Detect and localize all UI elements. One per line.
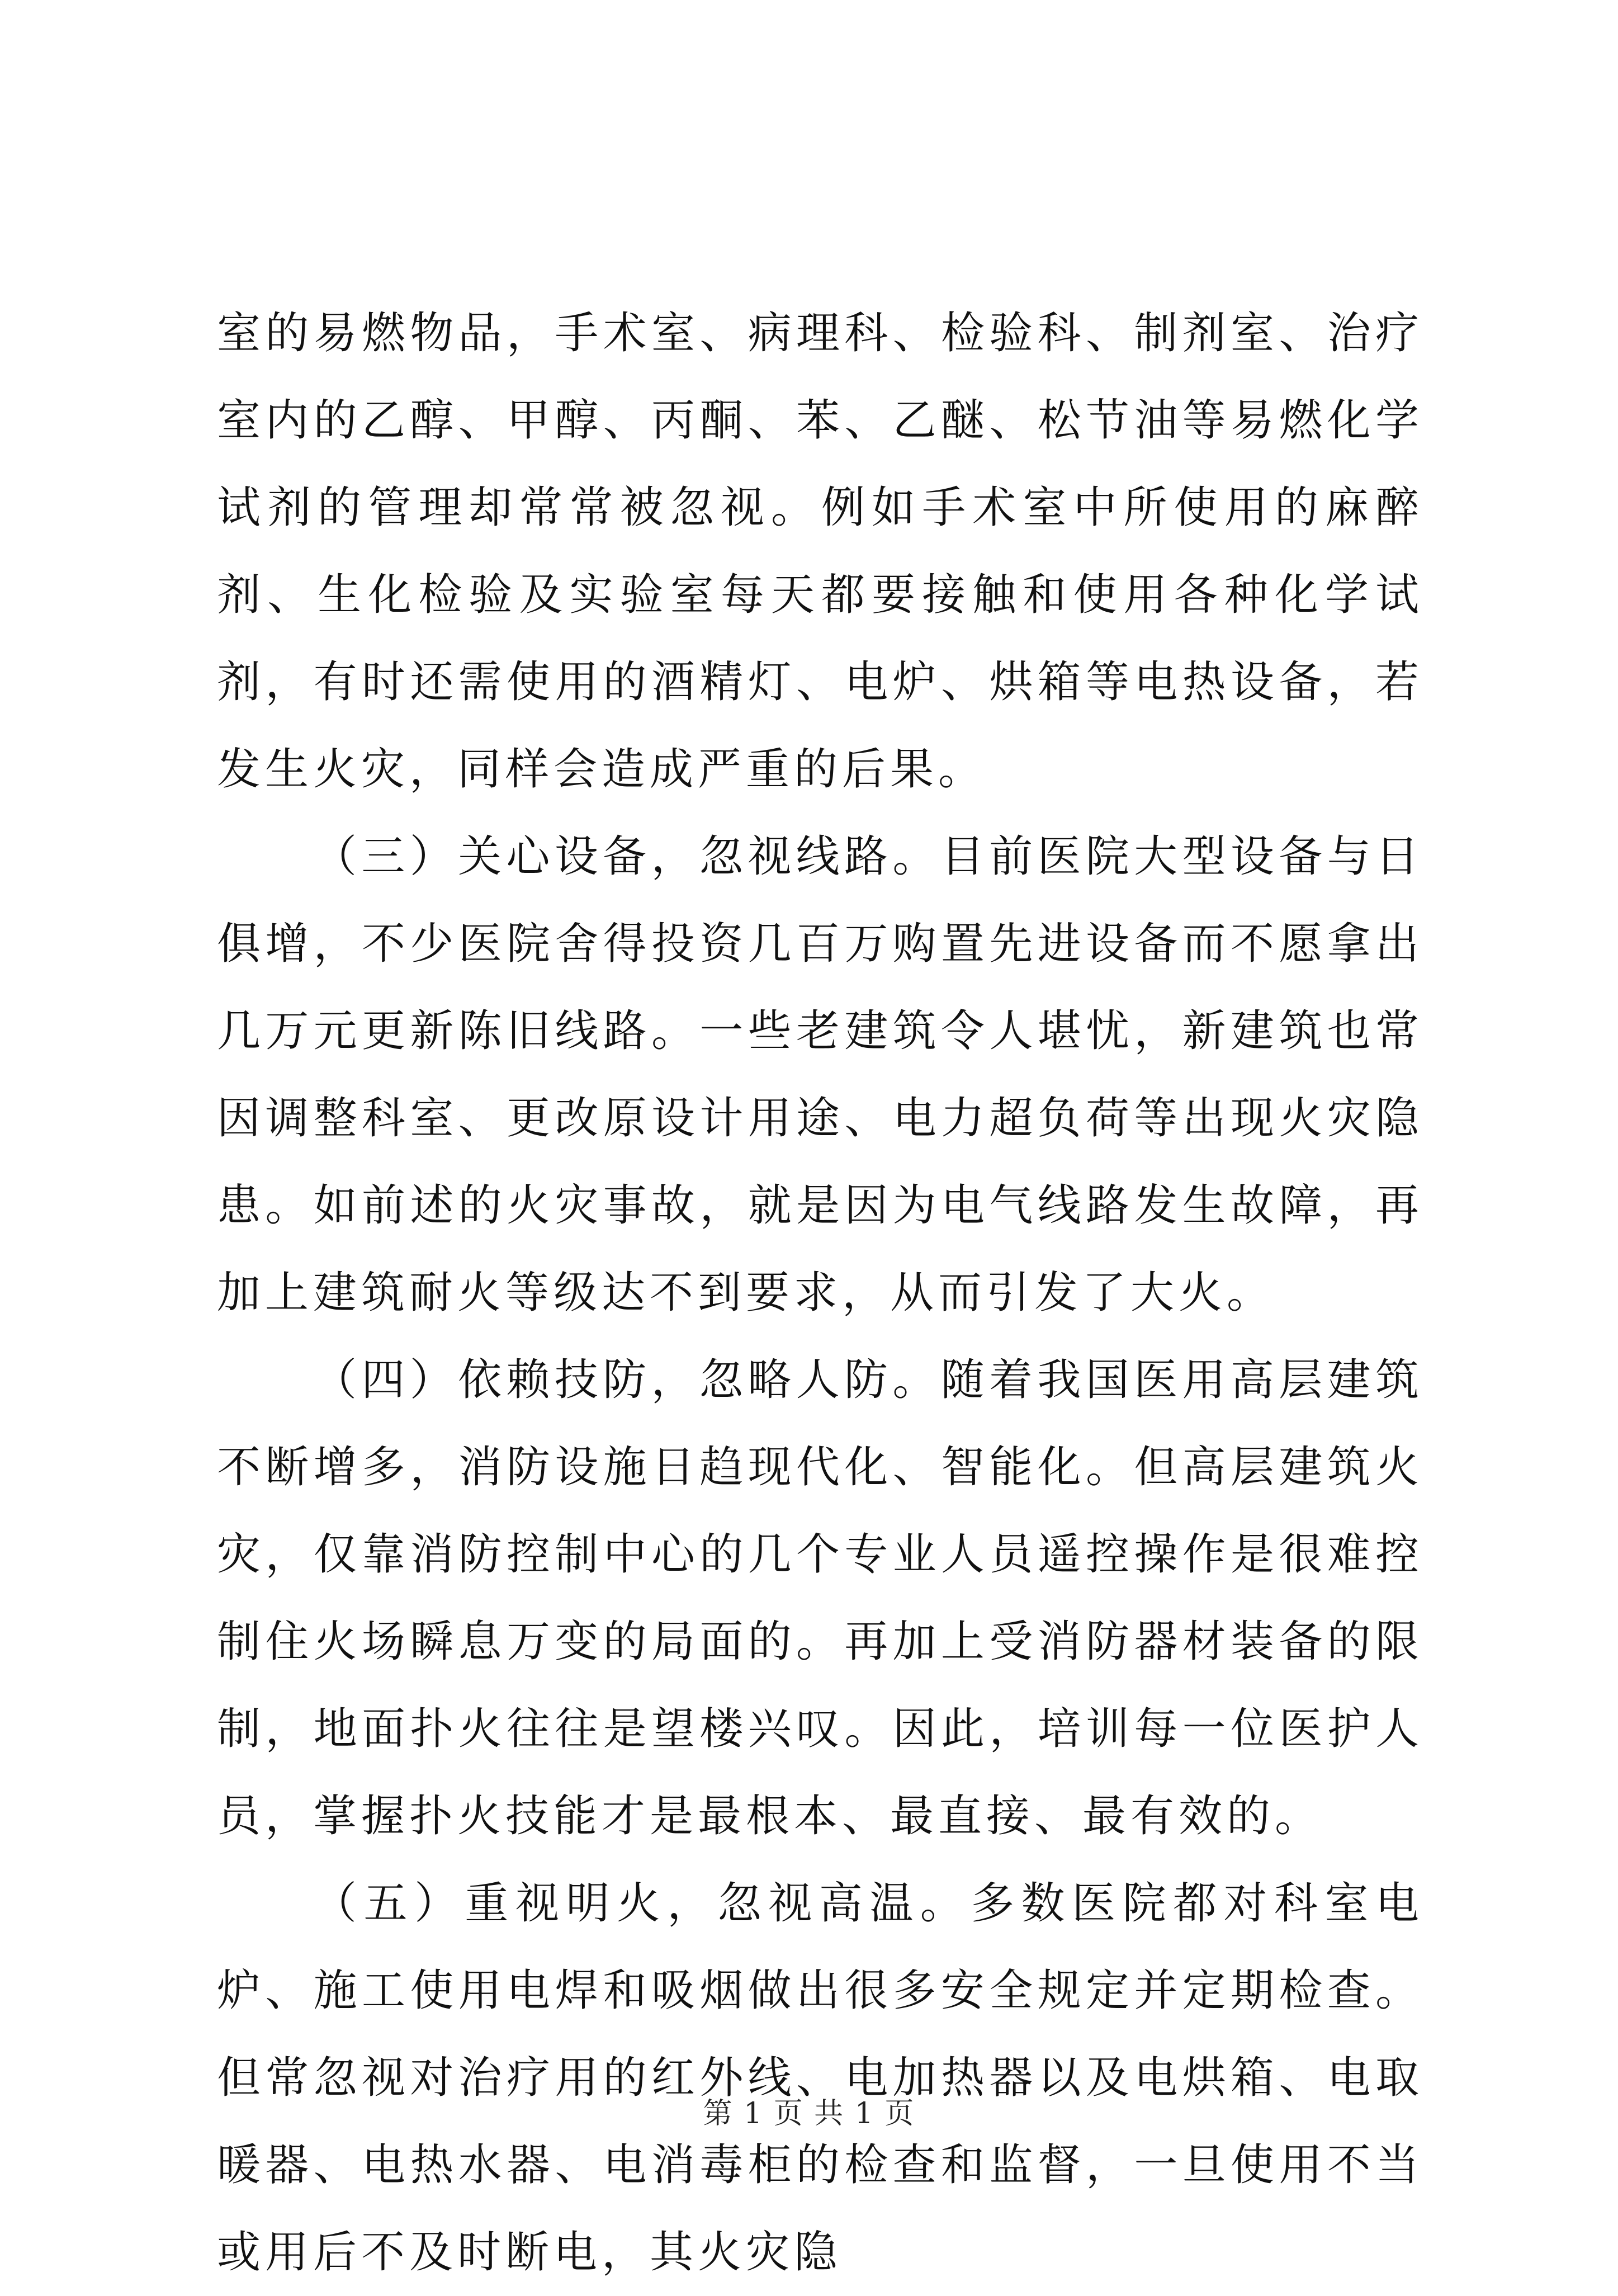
paragraph-section-five: （五）重视明火，忽视高温。多数医院都对科室电炉、施工使用电焊和吸烟做出很多安全规定并定期检查。但常忽视对治疗用的红外线、电加热器以及电烘箱、电取暖器、电热水器、电消毒柜的检查和监督，一旦使用不当或用后不及时断电，其火灾隐 [217,1878,1423,2278]
document-body [217,290,1423,2296]
paragraph-section-four: （四）依赖技防，忽略人防。随着我国医用高层建筑不断增多，消防设施日趋现代化、智能化。但高层建筑火灾，仅靠消防控制中心的几个专业人员遥控操作是很难控制住火场瞬息万变的局面的。再加上受消防器材装备的限制，地面扑火往往是望楼兴叹。因此，培训每一位医护人员，掌握扑火技能才是最根本、最直接、最有效的。 [217,1355,1423,1841]
page-footer: 第 1 页 共 1 页 [703,2097,915,2130]
paragraph-continuation: 室的易燃物品，手术室、病理科、检验科、制剂室、治疗室内的乙醇、甲醇、丙酮、苯、乙醚、松节油等易燃化学试剂的管理却常常被忽视。例如手术室中所使用的麻醉剂、生化检验及实验室每天都要接触和使用各种化学试剂，有时还需使用的酒精灯、电炉、烘箱等电热设备，若发生火灾，同样会造成严重的后果。 [217,308,1423,795]
paragraph-section-three: （三）关心设备，忽视线路。目前医院大型设备与日俱增，不少医院舍得投资几百万购置先进设备而不愿拿出几万元更新陈旧线路。一些老建筑令人堪忧，新建筑也常因调整科室、更改原设计用途、电力超负荷等出现火灾隐患。如前述的火灾事故，就是因为电气线路发生故障，再加上建筑耐火等级达不到要求，从而引发了大火。 [217,832,1423,1318]
